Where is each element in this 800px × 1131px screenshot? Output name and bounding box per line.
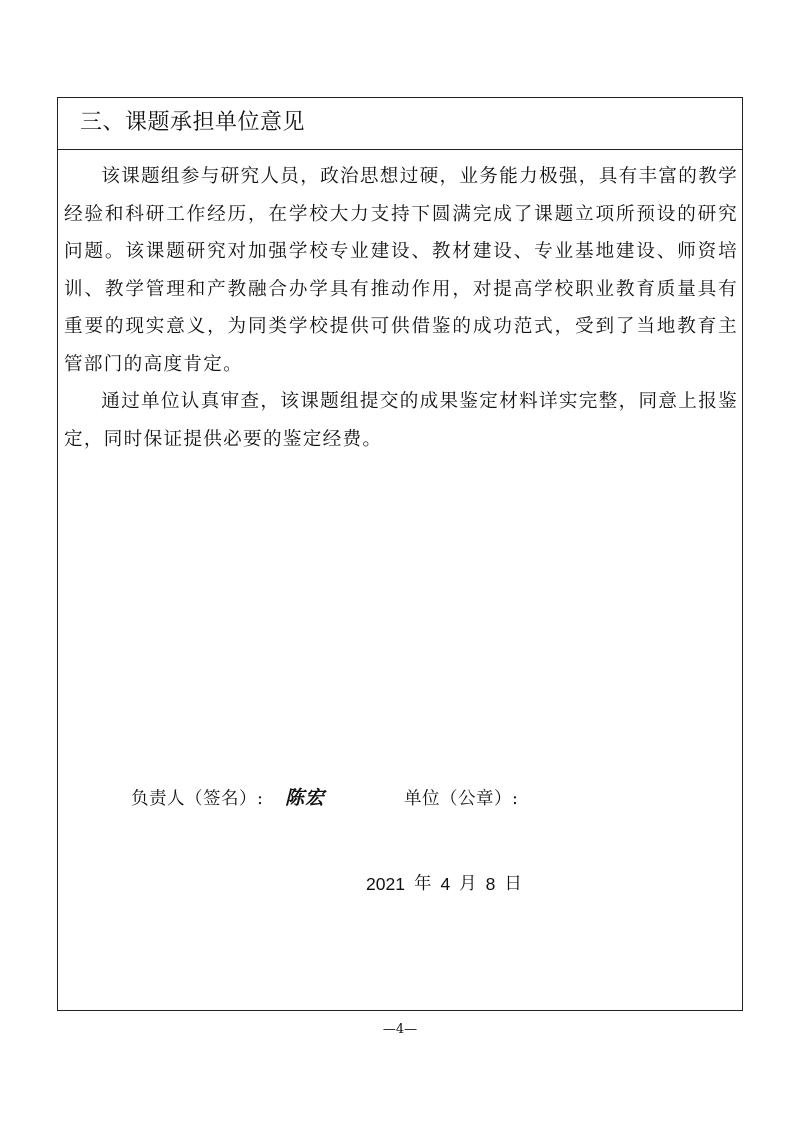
section-title: 三、课题承担单位意见 bbox=[80, 110, 306, 135]
opinion-paragraph-2: 通过单位认真审查，该课题组提交的成果鉴定材料详实完整，同意上报鉴定，同时保证提供必要的鉴定经费。 bbox=[64, 391, 738, 450]
date-month-unit: 月 bbox=[459, 874, 477, 894]
date-day: 8 bbox=[485, 874, 496, 894]
date-month: 4 bbox=[440, 874, 451, 894]
signer-label: 负责人（签名）: bbox=[131, 789, 264, 809]
signoff-date bbox=[366, 871, 522, 897]
unit-seal-label: 单位（公章）: bbox=[404, 789, 519, 809]
page-number: —4— bbox=[382, 1022, 418, 1037]
date-day-unit: 日 bbox=[504, 874, 522, 894]
opinion-paragraph-1: 该课题组参与研究人员，政治思想过硬，业务能力极强，具有丰富的教学经验和科研工作经历，在学校大力支持下圆满完成了课题立项所预设的研究问题。该课题研究对加强学校专业建设、教材建设、专业基地建设、师资培训、教学管理和产教融合办学具有推动作用，对提高学校职业教育质量具有重要的现实意义，为同类学校提供可供借鉴的成功范式，受到了当地教育主管部门的高度肯定。 bbox=[64, 166, 738, 375]
date-year-unit: 年 bbox=[413, 874, 432, 894]
opinion-body bbox=[58, 158, 744, 458]
section-header bbox=[58, 98, 742, 150]
date-year: 2021 bbox=[366, 874, 405, 894]
handwritten-signature: 陈宏 bbox=[285, 787, 326, 809]
